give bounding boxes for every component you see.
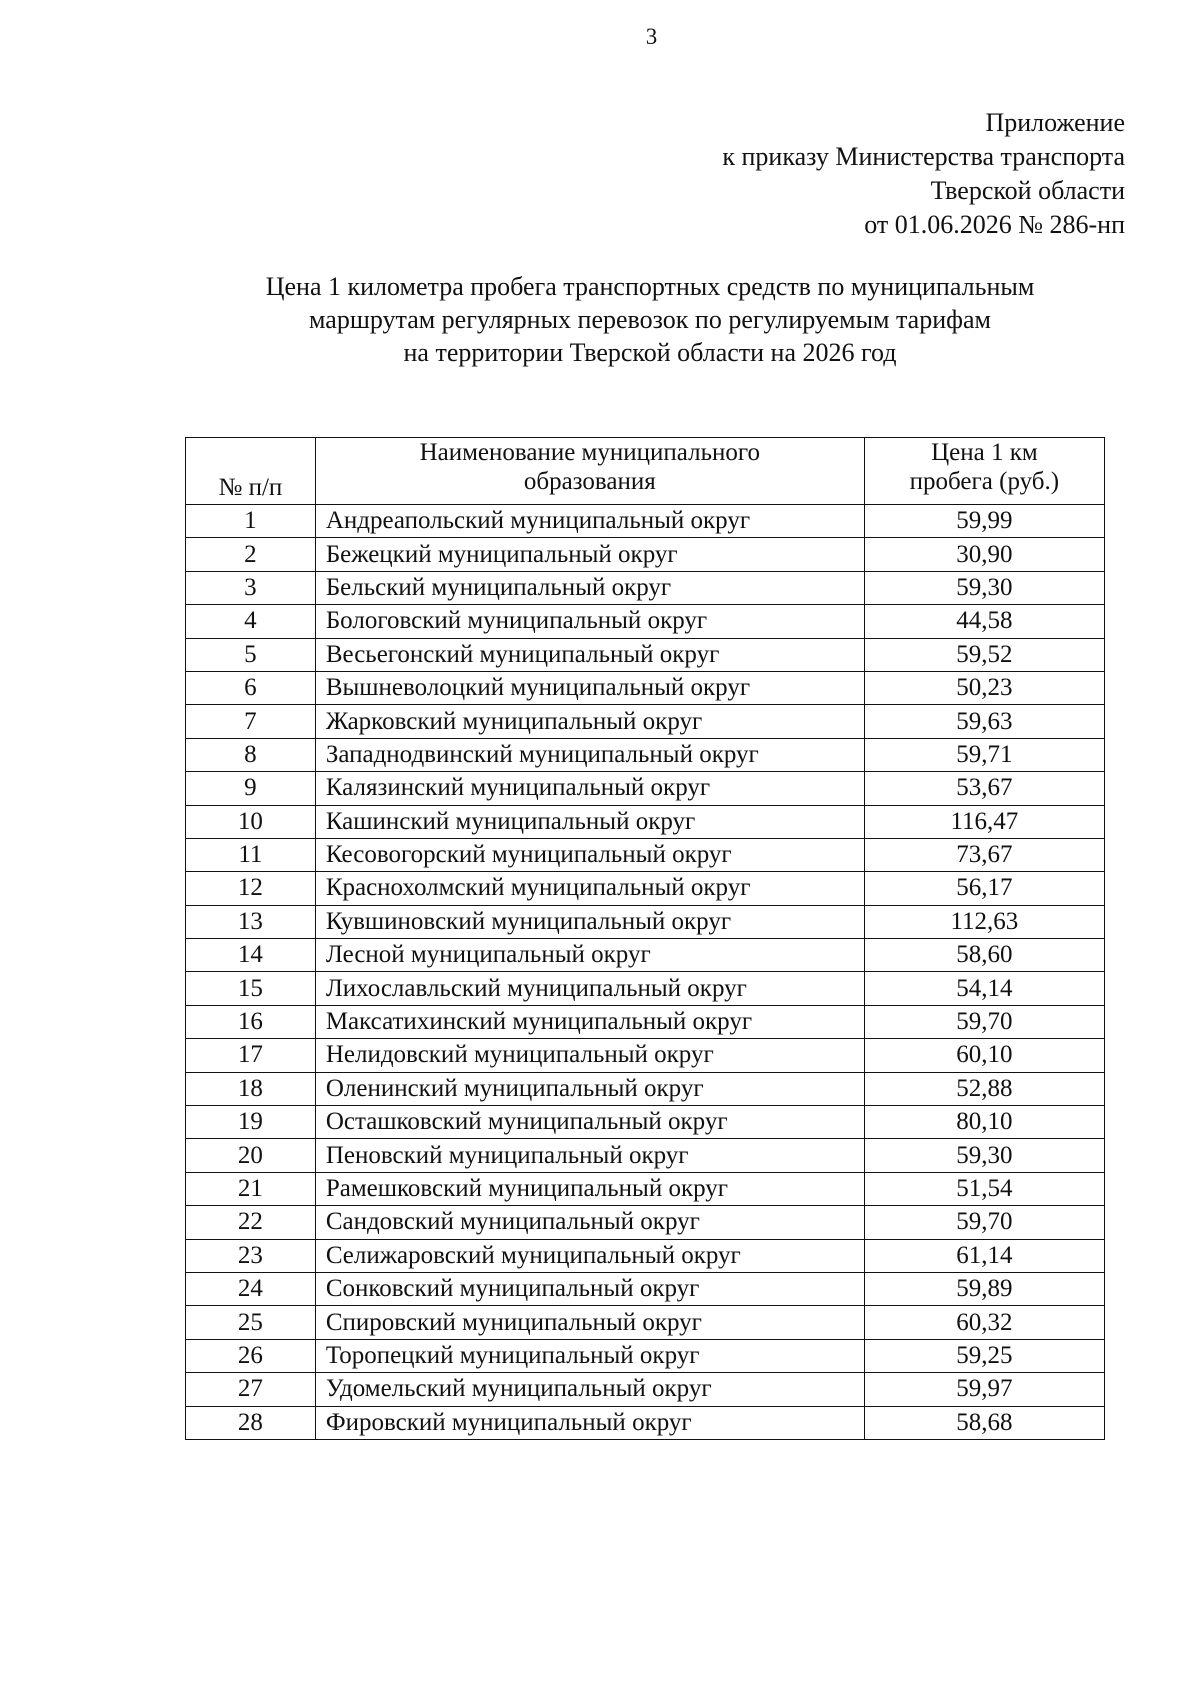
row-number-cell: 2	[186, 538, 316, 571]
price-cell: 116,47	[864, 805, 1104, 838]
appendix-line: Тверской области	[930, 176, 1125, 205]
municipality-name-cell: Селижаровский муниципальный округ	[315, 1239, 864, 1272]
row-number-cell: 16	[186, 1005, 316, 1038]
price-cell: 52,88	[864, 1072, 1104, 1105]
title-line: маршрутам регулярных перевозок по регулируемым тарифам	[309, 305, 991, 334]
table-row	[186, 1306, 1105, 1339]
row-number-cell: 9	[186, 772, 316, 805]
table-row	[186, 1139, 1105, 1172]
row-number-cell: 19	[186, 1106, 316, 1139]
price-cell: 53,67	[864, 772, 1104, 805]
price-cell: 59,89	[864, 1272, 1104, 1305]
row-number-cell: 5	[186, 638, 316, 671]
table-row	[186, 872, 1105, 905]
row-number-cell: 10	[186, 805, 316, 838]
header-price-line: Цена 1 км	[931, 439, 1038, 466]
table-row	[186, 671, 1105, 704]
table-row	[186, 972, 1105, 1005]
row-number-cell: 13	[186, 905, 316, 938]
municipality-name-cell: Фировский муниципальный округ	[315, 1406, 864, 1439]
appendix-block	[722, 106, 1125, 242]
header-number	[186, 438, 316, 505]
appendix-line: к приказу Министерства транспорта	[722, 142, 1125, 171]
document-title	[150, 270, 1150, 369]
table-row	[186, 838, 1105, 871]
price-cell: 50,23	[864, 671, 1104, 704]
price-cell: 59,70	[864, 1005, 1104, 1038]
municipality-name-cell: Краснохолмский муниципальный округ	[315, 872, 864, 905]
row-number-cell: 1	[186, 505, 316, 538]
table-header-row	[186, 438, 1105, 505]
page-number: 3	[645, 24, 658, 49]
row-number-cell: 21	[186, 1172, 316, 1205]
municipality-name-cell: Пеновский муниципальный округ	[315, 1139, 864, 1172]
table-row	[186, 939, 1105, 972]
municipality-name-cell: Бологовский муниципальный округ	[315, 605, 864, 638]
row-number-cell: 7	[186, 705, 316, 738]
municipality-name-cell: Кесовогорский муниципальный округ	[315, 838, 864, 871]
table-body	[186, 505, 1105, 1440]
table-row	[186, 605, 1105, 638]
price-cell: 54,14	[864, 972, 1104, 1005]
price-cell: 59,30	[864, 571, 1104, 604]
row-number-cell: 3	[186, 571, 316, 604]
price-cell: 59,99	[864, 505, 1104, 538]
municipality-name-cell: Андреапольский муниципальный округ	[315, 505, 864, 538]
row-number-cell: 6	[186, 671, 316, 704]
title-line: Цена 1 километра пробега транспортных средств по муниципальным	[265, 272, 1035, 301]
municipality-name-cell: Кувшиновский муниципальный округ	[315, 905, 864, 938]
row-number-cell: 11	[186, 838, 316, 871]
row-number-cell: 8	[186, 738, 316, 771]
header-municipality	[315, 438, 864, 505]
municipality-name-cell: Оленинский муниципальный округ	[315, 1072, 864, 1105]
table-row	[186, 1272, 1105, 1305]
municipality-name-cell: Бежецкий муниципальный округ	[315, 538, 864, 571]
table-row	[186, 1172, 1105, 1205]
municipality-name-cell: Лихославльский муниципальный округ	[315, 972, 864, 1005]
price-cell: 73,67	[864, 838, 1104, 871]
row-number-cell: 14	[186, 939, 316, 972]
row-number-cell: 22	[186, 1206, 316, 1239]
table-row	[186, 1239, 1105, 1272]
tariff-table	[185, 437, 1105, 1440]
title-line: на территории Тверской области на 2026 год	[403, 338, 897, 367]
municipality-name-cell: Жарковский муниципальный округ	[315, 705, 864, 738]
municipality-name-cell: Сонковский муниципальный округ	[315, 1272, 864, 1305]
appendix-line: Приложение	[985, 108, 1125, 137]
header-municipality-line: Наименование муниципального	[419, 439, 760, 466]
price-cell: 59,30	[864, 1139, 1104, 1172]
table-row	[186, 1039, 1105, 1072]
municipality-name-cell: Спировский муниципальный округ	[315, 1306, 864, 1339]
appendix-order-reference: от 01.06.2026 № 286-нп	[864, 210, 1125, 239]
table-row	[186, 538, 1105, 571]
municipality-name-cell: Вышневолоцкий муниципальный округ	[315, 671, 864, 704]
row-number-cell: 17	[186, 1039, 316, 1072]
price-cell: 59,70	[864, 1206, 1104, 1239]
price-cell: 56,17	[864, 872, 1104, 905]
table-row	[186, 1072, 1105, 1105]
row-number-cell: 18	[186, 1072, 316, 1105]
row-number-cell: 12	[186, 872, 316, 905]
municipality-name-cell: Нелидовский муниципальный округ	[315, 1039, 864, 1072]
price-cell: 60,10	[864, 1039, 1104, 1072]
table-row	[186, 571, 1105, 604]
municipality-name-cell: Кашинский муниципальный округ	[315, 805, 864, 838]
table-row	[186, 638, 1105, 671]
table-row	[186, 1005, 1105, 1038]
price-cell: 59,52	[864, 638, 1104, 671]
price-cell: 112,63	[864, 905, 1104, 938]
price-cell: 60,32	[864, 1306, 1104, 1339]
municipality-name-cell: Западнодвинский муниципальный округ	[315, 738, 864, 771]
price-cell: 80,10	[864, 1106, 1104, 1139]
municipality-name-cell: Максатихинский муниципальный округ	[315, 1005, 864, 1038]
row-number-cell: 15	[186, 972, 316, 1005]
table-row	[186, 905, 1105, 938]
municipality-name-cell: Сандовский муниципальный округ	[315, 1206, 864, 1239]
price-cell: 30,90	[864, 538, 1104, 571]
table-row	[186, 1206, 1105, 1239]
price-cell: 58,68	[864, 1406, 1104, 1439]
municipality-name-cell: Весьегонский муниципальный округ	[315, 638, 864, 671]
municipality-name-cell: Торопецкий муниципальный округ	[315, 1339, 864, 1372]
price-cell: 59,97	[864, 1373, 1104, 1406]
row-number-cell: 24	[186, 1272, 316, 1305]
table-row	[186, 1373, 1105, 1406]
municipality-name-cell: Бельский муниципальный округ	[315, 571, 864, 604]
row-number-cell: 28	[186, 1406, 316, 1439]
price-cell: 59,71	[864, 738, 1104, 771]
price-cell: 44,58	[864, 605, 1104, 638]
header-price-line: пробега (руб.)	[909, 468, 1060, 495]
price-cell: 61,14	[864, 1239, 1104, 1272]
municipality-name-cell: Осташковский муниципальный округ	[315, 1106, 864, 1139]
header-number-label: № п/п	[218, 474, 283, 501]
price-cell: 59,63	[864, 705, 1104, 738]
table-row	[186, 738, 1105, 771]
table-row	[186, 805, 1105, 838]
municipality-name-cell: Лесной муниципальный округ	[315, 939, 864, 972]
table-row	[186, 1406, 1105, 1439]
row-number-cell: 27	[186, 1373, 316, 1406]
row-number-cell: 20	[186, 1139, 316, 1172]
table-row	[186, 705, 1105, 738]
municipality-name-cell: Удомельский муниципальный округ	[315, 1373, 864, 1406]
row-number-cell: 4	[186, 605, 316, 638]
header-price	[864, 438, 1104, 505]
price-cell: 59,25	[864, 1339, 1104, 1372]
price-cell: 58,60	[864, 939, 1104, 972]
row-number-cell: 25	[186, 1306, 316, 1339]
table-row	[186, 505, 1105, 538]
table-row	[186, 1106, 1105, 1139]
price-cell: 51,54	[864, 1172, 1104, 1205]
table-row	[186, 1339, 1105, 1372]
municipality-name-cell: Калязинский муниципальный округ	[315, 772, 864, 805]
header-municipality-line: образования	[523, 468, 656, 495]
table-row	[186, 772, 1105, 805]
row-number-cell: 26	[186, 1339, 316, 1372]
municipality-name-cell: Рамешковский муниципальный округ	[315, 1172, 864, 1205]
row-number-cell: 23	[186, 1239, 316, 1272]
